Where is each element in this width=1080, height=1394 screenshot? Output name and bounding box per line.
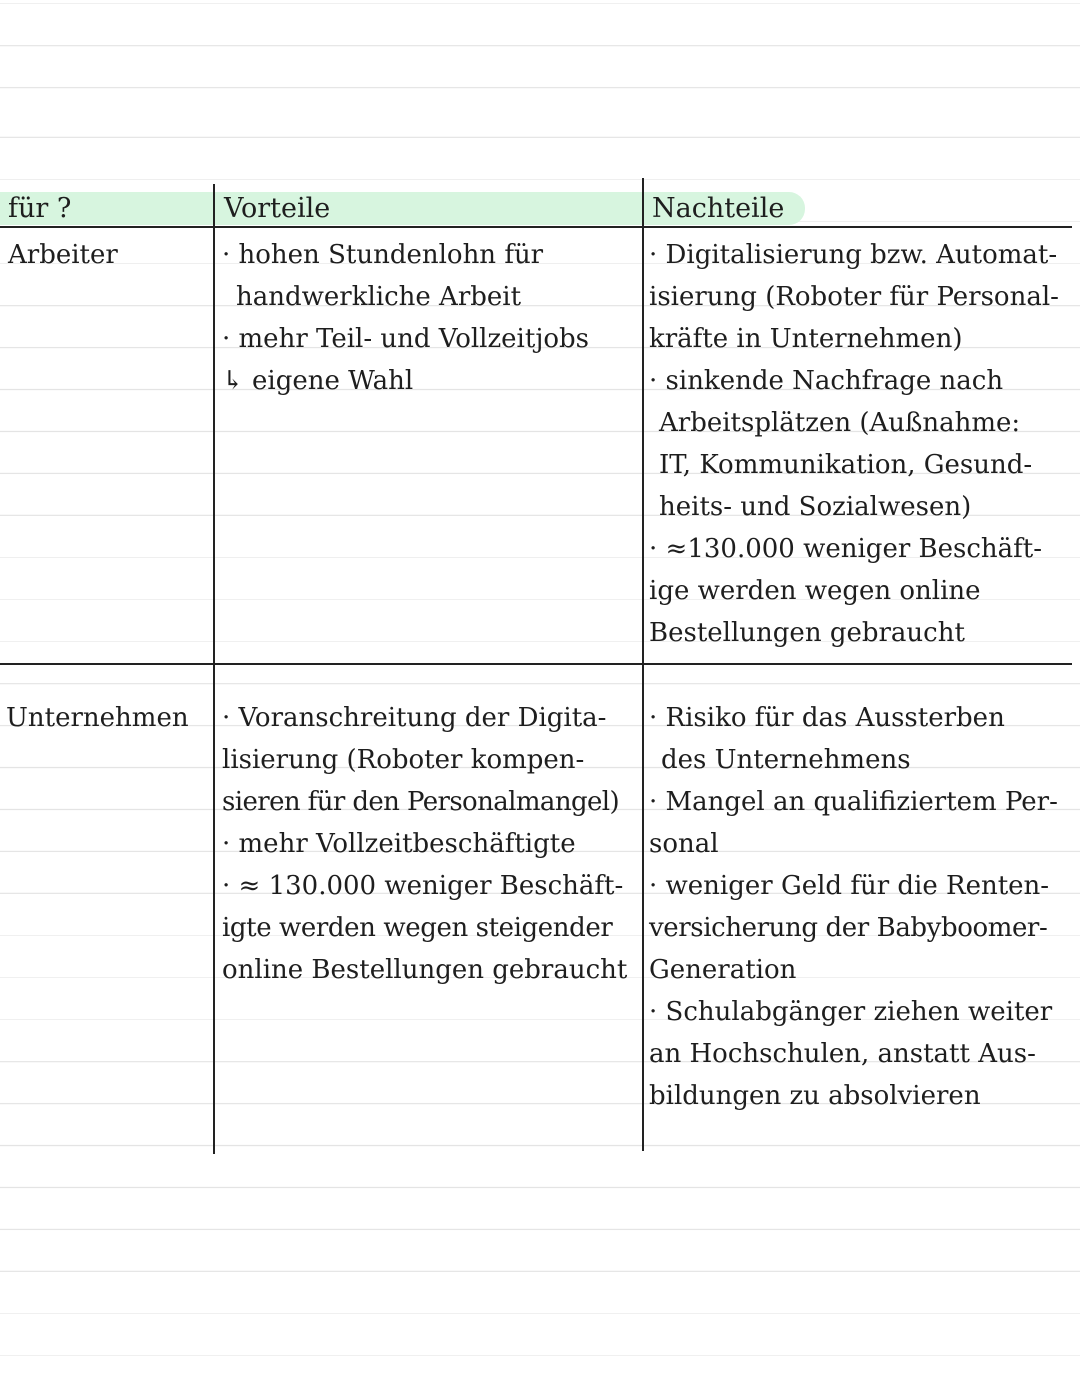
list-item: · hohen Stundenlohn für — [222, 240, 544, 270]
list-item: · mehr Vollzeitbeschäftigte — [222, 829, 576, 859]
list-item: des Unternehmens — [661, 745, 911, 775]
list-item: sonal — [649, 829, 719, 859]
row-label-unternehmen: Unternehmen — [6, 703, 189, 733]
list-item: handwerkliche Arbeit — [236, 282, 522, 312]
list-item: igte werden wegen steigender — [222, 913, 613, 943]
list-item: an Hochschulen, anstatt Aus- — [649, 1039, 1036, 1069]
list-item: · ≈ 130.000 weniger Beschäft- — [222, 871, 624, 901]
column-divider-1 — [213, 184, 215, 1154]
header-divider — [0, 226, 1072, 228]
list-item: · Voranschreitung der Digita- — [222, 703, 607, 733]
list-item: Arbeitsplätzen (Außnahme: — [659, 408, 1021, 438]
list-item: isierung (Roboter für Personal- — [649, 282, 1059, 312]
cell-arbeiter-nachteile — [649, 234, 1077, 654]
header-nachteile: Nachteile — [652, 193, 785, 224]
list-item: ige werden wegen online — [649, 576, 981, 606]
list-item: · Schulabgänger ziehen weiter — [649, 997, 1053, 1027]
list-item: heits- und Sozialwesen) — [659, 492, 972, 522]
list-item: bildungen zu absolvieren — [649, 1081, 981, 1111]
list-item: ↳ eigene Wahl — [222, 366, 414, 396]
column-divider-2 — [642, 178, 644, 1151]
list-item: versicherung der Babyboomer- — [649, 913, 1048, 943]
header-target-group: für ? — [8, 193, 72, 224]
list-item: lisierung (Roboter kompen- — [222, 745, 585, 775]
list-item: sieren für den Personalmangel) — [222, 787, 620, 817]
cell-unternehmen-vorteile — [222, 697, 640, 991]
list-item: · Mangel an qualifiziertem Per- — [649, 787, 1058, 817]
list-item: · ≈130.000 weniger Beschäft- — [649, 534, 1043, 564]
list-item: online Bestellungen gebraucht — [222, 955, 628, 985]
list-item: kräfte in Unternehmen) — [649, 324, 963, 354]
cell-unternehmen-nachteile — [649, 697, 1077, 1117]
cell-arbeiter-vorteile — [222, 234, 640, 402]
list-item: Bestellungen gebraucht — [649, 618, 965, 648]
list-item: · Risiko für das Aussterben — [649, 703, 1005, 733]
list-item: IT, Kommunikation, Gesund- — [659, 450, 1033, 480]
row-label-arbeiter: Arbeiter — [8, 240, 118, 270]
header-vorteile: Vorteile — [224, 193, 331, 224]
list-item: · weniger Geld für die Renten- — [649, 871, 1050, 901]
list-item: · mehr Teil- und Vollzeitjobs — [222, 324, 590, 354]
list-item: · sinkende Nachfrage nach — [649, 366, 1004, 396]
row-divider — [0, 663, 1072, 665]
list-item: · Digitalisierung bzw. Automat- — [649, 240, 1058, 270]
list-item: Generation — [649, 955, 797, 985]
